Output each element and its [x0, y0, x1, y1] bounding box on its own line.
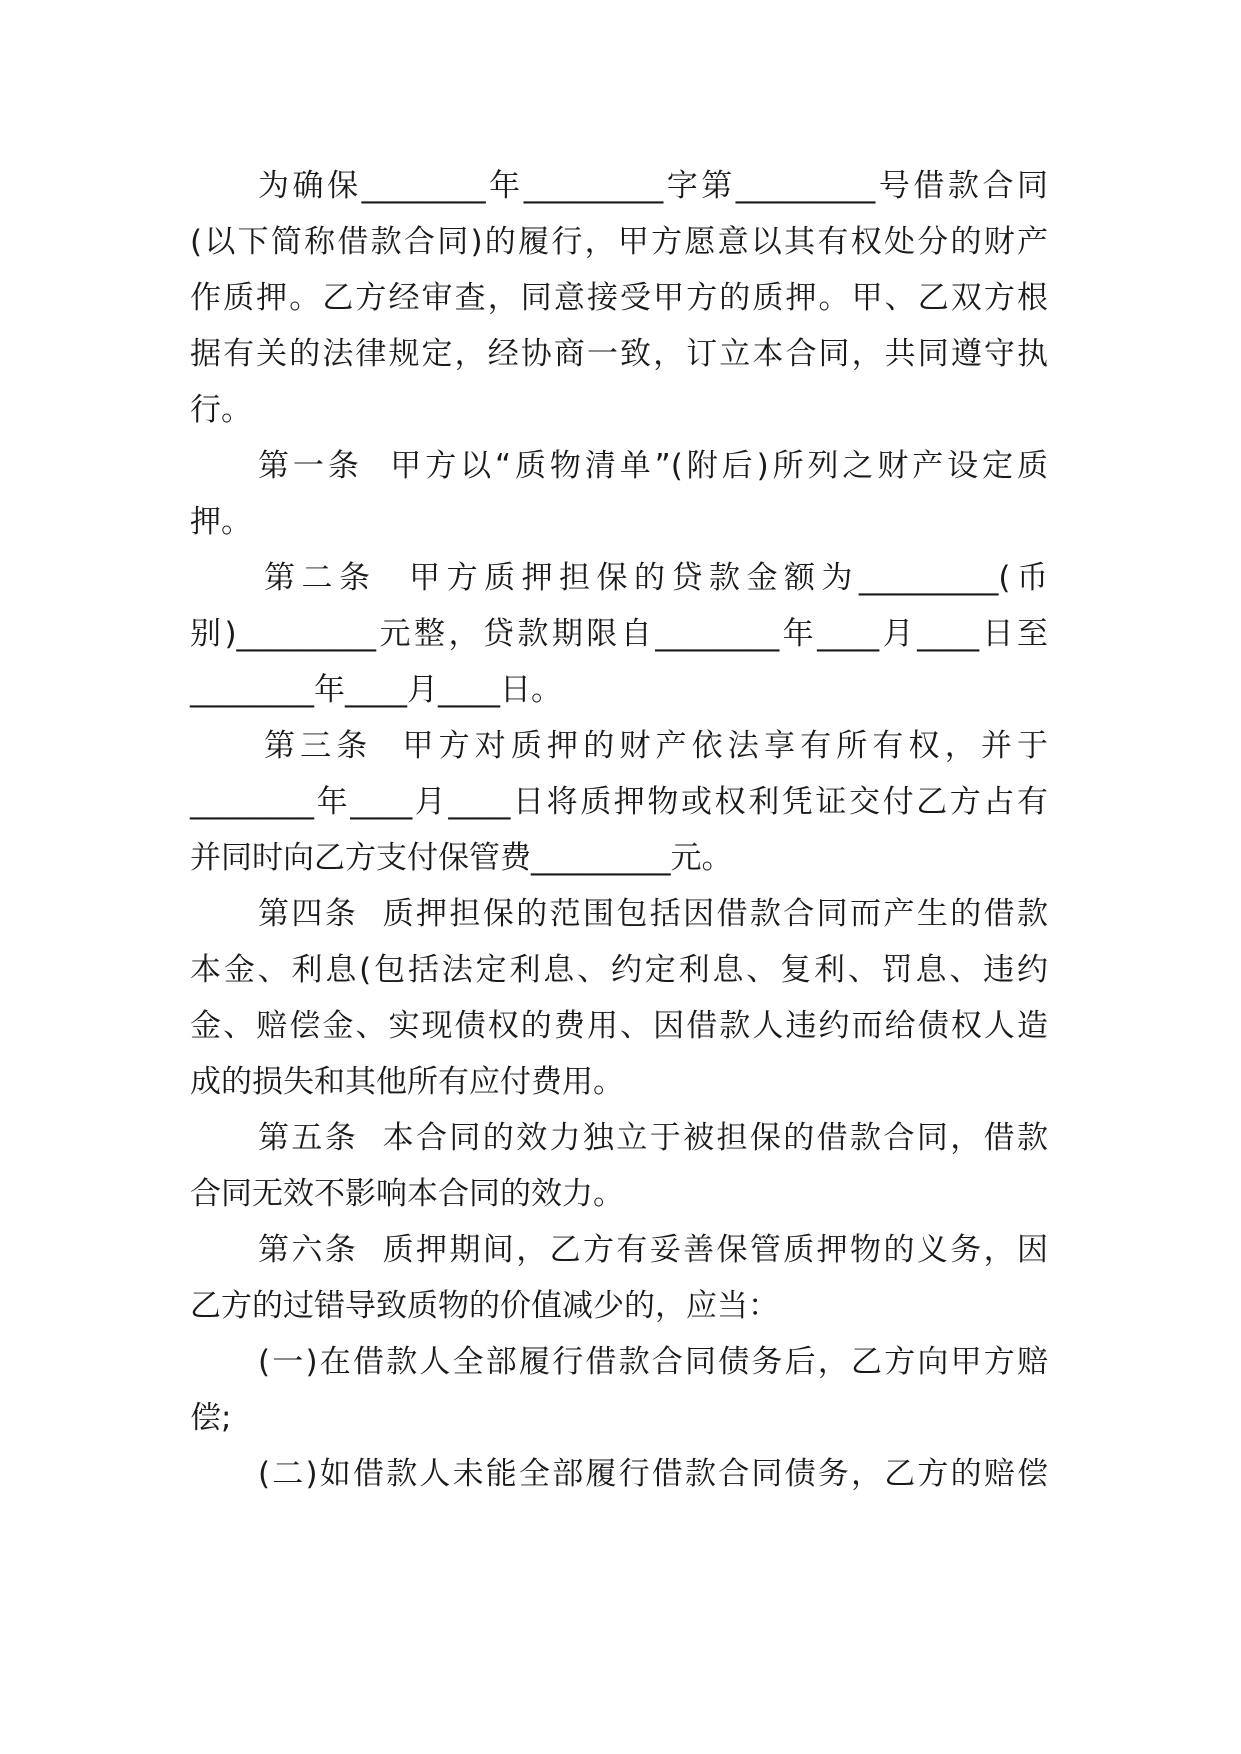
article-2-line-2: 别)_________元整，贷款期限自________年____月____日至 — [190, 616, 1048, 652]
article-6-line-1: 第六条 质押期间，乙方有妥善保管质押物的义务，因 — [258, 1232, 1048, 1268]
clause-1-line-2: 偿; — [190, 1400, 232, 1436]
paragraph-intro-line-2: (以下简称借款合同)的履行，甲方愿意以其有权处分的财产 — [190, 224, 1048, 260]
paragraph-intro-line-3: 作质押。乙方经审查，同意接受甲方的质押。甲、乙双方根 — [190, 280, 1048, 316]
article-2-line-1: 第二条 甲方质押担保的贷款金额为_________(币 — [264, 560, 1048, 596]
article-4-line-4: 成的损失和其他所有应付费用。 — [190, 1064, 624, 1100]
paragraph-intro-line-1: 为确保________年_________字第_________号借款合同 — [258, 168, 1048, 204]
article-5-line-1: 第五条 本合同的效力独立于被担保的借款合同，借款 — [258, 1120, 1048, 1156]
clause-1-line-1: (一)在借款人全部履行借款合同债务后，乙方向甲方赔 — [258, 1344, 1048, 1380]
article-2-line-3: ________年____月____日。 — [190, 672, 562, 708]
paragraph-intro-line-5: 行。 — [190, 392, 252, 428]
article-3-line-2: ________年____月____日将质押物或权利凭证交付乙方占有 — [190, 784, 1048, 820]
article-6-line-2: 乙方的过错导致质物的价值减少的，应当： — [190, 1288, 779, 1324]
clause-2-line-1: (二)如借款人未能全部履行借款合同债务，乙方的赔偿 — [258, 1456, 1048, 1492]
paragraph-intro-line-4: 据有关的法律规定，经协商一致，订立本合同，共同遵守执 — [190, 336, 1048, 372]
article-3-line-3: 并同时向乙方支付保管费_________元。 — [190, 840, 733, 876]
article-1-line-2: 押。 — [190, 504, 252, 540]
article-4-line-1: 第四条 质押担保的范围包括因借款合同而产生的借款 — [258, 896, 1048, 932]
article-4-line-2: 本金、利息(包括法定利息、约定利息、复利、罚息、违约 — [190, 952, 1048, 988]
article-3-line-1: 第三条 甲方对质押的财产依法享有所有权，并于 — [264, 728, 1048, 764]
article-4-line-3: 金、赔偿金、实现债权的费用、因借款人违约而给债权人造 — [190, 1008, 1048, 1044]
article-1-line-1: 第一条 甲方以“质物清单”(附后)所列之财产设定质 — [258, 448, 1048, 484]
article-5-line-2: 合同无效不影响本合同的效力。 — [190, 1176, 624, 1212]
